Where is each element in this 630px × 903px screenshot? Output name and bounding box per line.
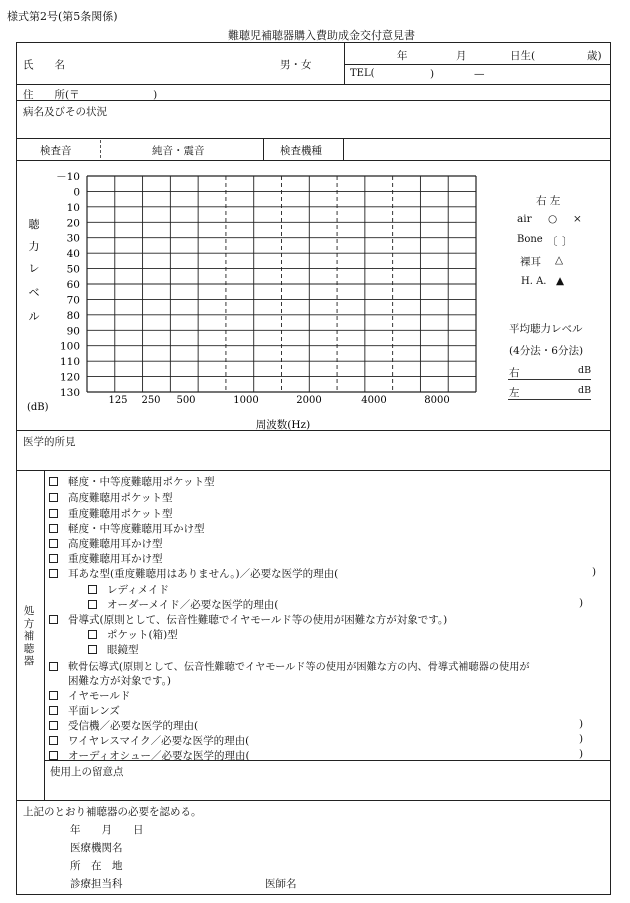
y-tick-label: 40 [66, 248, 80, 261]
x-tick-label: 2000 [296, 395, 322, 406]
x-tick-label: 8000 [424, 395, 450, 406]
rx-item[interactable]: 重度難聴用ポケット型 [49, 506, 172, 521]
avg-right-label: 右 [509, 367, 520, 379]
bone-left-symbol: 〕 [562, 236, 573, 248]
y-tick-label: 90 [66, 325, 80, 338]
y-tick-label: 80 [66, 309, 80, 322]
diagnosis-label: 病名及びその状況 [23, 106, 107, 118]
close-paren: ) [579, 748, 584, 760]
y-axis-label-char: ベ [28, 286, 40, 299]
y-axis-label-char: 力 [28, 240, 40, 253]
rx-item[interactable]: 軽度・中等度難聴用ポケット型 [49, 474, 214, 489]
x-axis-label: 周波数(Hz) [255, 419, 311, 431]
y-tick-label: 50 [66, 263, 80, 276]
rx-item[interactable]: イヤモールド [49, 688, 130, 703]
legend-naked-label: 裸耳 [520, 256, 541, 268]
checkbox[interactable] [49, 569, 58, 578]
y-tick-label: 130 [59, 387, 80, 399]
x-tick-label: 250 [141, 395, 161, 406]
checkbox[interactable] [49, 493, 58, 502]
air-left-symbol: × [573, 213, 582, 225]
legend-header: 右 左 [536, 195, 561, 207]
checkbox[interactable] [49, 736, 58, 745]
x-tick-label: 4000 [361, 395, 387, 406]
test-sound-value: 純音・震音 [152, 145, 205, 157]
legend-bone-label: Bone [517, 234, 543, 245]
legend-ha-label: H. A. [521, 276, 547, 287]
checkbox[interactable] [49, 509, 58, 518]
form-number: 様式第2号(第5条関係) [7, 10, 118, 23]
tel-label: TEL( [350, 68, 375, 79]
name-label: 氏 名 [23, 59, 65, 71]
rx-item[interactable]: 高度難聴用耳かけ型 [49, 536, 163, 551]
audiogram-chart [0, 0, 630, 440]
y-tick-label: 20 [66, 217, 80, 230]
certify-text: 上記のとおり補聴器の必要を認める。 [23, 806, 202, 818]
x-tick-label: 125 [108, 395, 128, 406]
avg-left-label: 左 [509, 387, 520, 399]
checkbox[interactable] [88, 630, 97, 639]
rx-item[interactable]: 高度難聴用ポケット型 [49, 490, 172, 505]
form-title: 難聴児補聴器購入費助成金交付意見書 [228, 29, 415, 42]
rx-item[interactable]: 軟骨伝導式(原則として、伝音性難聴でイヤモールド等の使用が困難な方の内、骨導式補聴器の使用が [49, 658, 530, 673]
checkbox[interactable] [49, 662, 58, 671]
rx-item[interactable]: 受信機／必要な医学的理由( [49, 718, 198, 733]
avg-hearing-method: (4分法・6分法) [509, 345, 584, 357]
y-tick-label: 0 [73, 186, 80, 199]
y-axis-label-char: 聴 [28, 218, 40, 231]
rx-item[interactable]: 軽度・中等度難聴用耳かけ型 [49, 521, 205, 536]
checkbox[interactable] [49, 721, 58, 730]
y-tick-label: 110 [59, 356, 80, 369]
close-paren: ) [579, 597, 584, 609]
x-tick-label: 500 [176, 395, 196, 406]
birth-month-label: 月 [456, 50, 467, 62]
tel-dash: — [474, 68, 485, 80]
y-tick-label: 30 [66, 232, 80, 245]
address-label: 住 所(〒 ) [23, 89, 158, 101]
checkbox[interactable] [49, 477, 58, 486]
rx-subitem[interactable]: 眼鏡型 [88, 642, 139, 657]
y-axis-label-char: ル [28, 310, 40, 323]
checkbox[interactable] [88, 600, 97, 609]
checkbox[interactable] [49, 615, 58, 624]
close-paren: ) [592, 566, 597, 578]
y-axis-unit: (dB) [27, 402, 49, 413]
checkbox[interactable] [49, 524, 58, 533]
checkbox[interactable] [49, 539, 58, 548]
test-device-label: 検査機種 [280, 145, 322, 157]
checkbox[interactable] [49, 554, 58, 563]
location-label: 所 在 地 [70, 860, 123, 872]
rx-item[interactable]: 平面レンズ [49, 703, 120, 718]
rx-subitem[interactable]: レディメイド [88, 582, 169, 597]
sex-label[interactable]: 男・女 [280, 59, 312, 71]
department-label: 診療担当科 [70, 878, 123, 890]
legend-air-label: air [517, 213, 532, 225]
age-label: 歳) [587, 50, 602, 62]
rx-item[interactable]: ワイヤレスマイク／必要な医学的理由( [49, 733, 249, 748]
doctor-label: 医師名 [265, 878, 297, 890]
close-paren: ) [579, 733, 584, 745]
y-tick-label: 60 [66, 279, 80, 291]
avg-left-unit: dB [578, 385, 592, 396]
x-tick-label: 1000 [233, 395, 259, 406]
medical-findings-label: 医学的所見 [23, 436, 76, 448]
usage-notes-label: 使用上の留意点 [50, 766, 124, 778]
bone-right-symbol: 〔 [547, 236, 558, 248]
y-tick-label: 100 [59, 340, 80, 353]
date-line: 年 月 日 [70, 824, 144, 836]
y-axis-label-char: レ [28, 262, 40, 275]
checkbox[interactable] [88, 645, 97, 654]
naked-ear-symbol: △ [555, 254, 564, 266]
checkbox[interactable] [88, 585, 97, 594]
checkbox[interactable] [49, 691, 58, 700]
rx-subitem[interactable]: オーダーメイド／必要な医学的理由( [88, 597, 278, 612]
checkbox[interactable] [49, 706, 58, 715]
y-tick-label: 70 [66, 294, 80, 307]
rx-item-continued: 困難な方が対象です。) [68, 675, 172, 687]
y-tick-label: －10 [56, 171, 80, 183]
y-tick-label: 120 [59, 371, 80, 384]
tel-close: ) [430, 68, 435, 80]
avg-right-unit: dB [578, 365, 592, 376]
rx-item[interactable]: 重度難聴用耳かけ型 [49, 551, 163, 566]
rx-item[interactable]: オーディオシュー／必要な医学的理由( [49, 748, 250, 763]
birth-year-label: 年 [397, 50, 408, 62]
institution-label: 医療機関名 [70, 842, 123, 854]
test-sound-label: 検査音 [40, 145, 72, 157]
rx-subitem[interactable]: ポケット(箱)型 [88, 627, 178, 642]
ha-symbol: ▲ [556, 275, 565, 287]
checkbox[interactable] [49, 751, 58, 760]
rx-item[interactable]: 骨導式(原則として、伝音性難聴でイヤモールド等の使用が困難な方が対象です。) [49, 612, 447, 627]
rx-item[interactable]: 耳あな型(重度難聴用はありません。)／必要な医学的理由( [49, 566, 338, 581]
air-right-symbol: ○ [548, 213, 558, 225]
birth-day-label: 日生( [510, 50, 536, 62]
prescription-label: 処方補聴器 [23, 605, 35, 667]
close-paren: ) [579, 718, 584, 730]
y-tick-label: 10 [66, 201, 80, 214]
avg-hearing-title: 平均聴力レベル [509, 323, 583, 335]
